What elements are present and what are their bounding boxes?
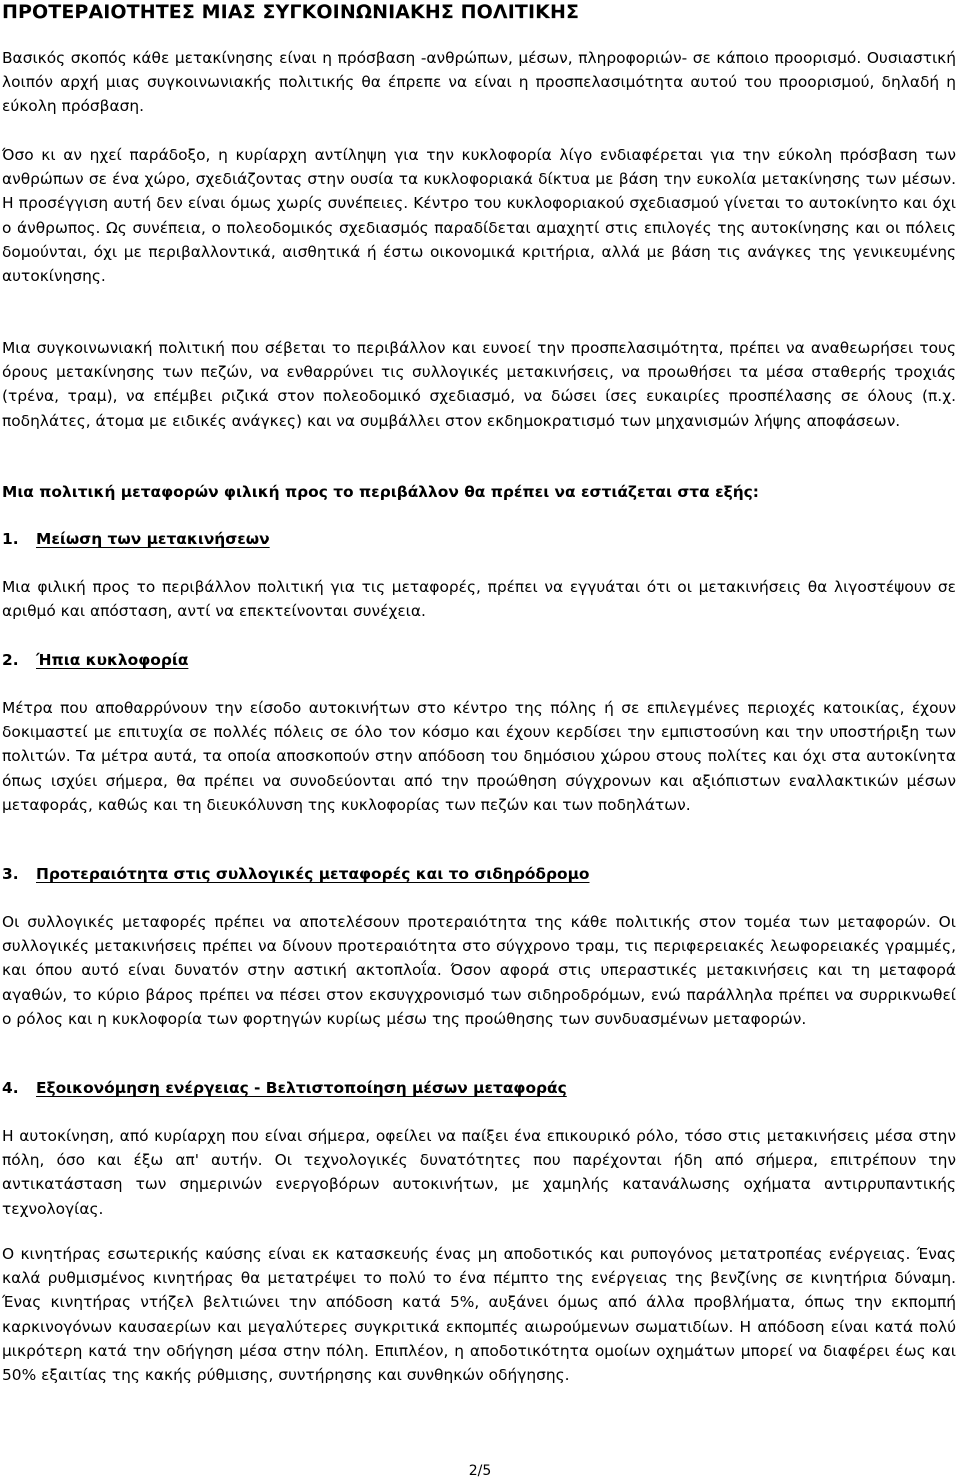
intro-paragraph-2: Όσο κι αν ηχεί παράδοξο, η κυρίαρχη αντίληψη για την κυκλοφορία λίγο ενδιαφέρεται για την εύκολη πρόσβαση των ανθρώπων σε ένα χώρο, σχεδιάζοντας στην ουσία τα κυκλοφοριακά δίκτυα με βάση την ευκολία μετακίνησης των μέσων. Η προσέγγιση αυτή δεν είναι όμως χωρίς συνέπειες. Κέντρο του κυκλοφοριακού σχεδιασμού γίνεται το αυτοκίνητο και όχι ο άνθρωπος. Ως συνέπεια, ο πολεοδομικός σχεδιασμός παραδίδεται αμαχητί στις επιλογές της αυτοκίνησης και οι πόλεις δομούνται, όχι με περιβαλλοντικά, αισθητικά ή έστω οικονομικά κριτήρια, αλλά με βάση τις ανάγκες της γενικευμένης αυτοκίνησης. bbox=[2, 146, 956, 286]
page-number: 2/5 bbox=[468, 1463, 492, 1479]
section-1-heading bbox=[2, 527, 956, 551]
section-number: 2. bbox=[2, 651, 19, 669]
section-4-paragraph-2: Ο κινητήρας εσωτερικής καύσης είναι εκ κατασκευής ένας μη αποδοτικός και ρυπογόνος μετατροπέας ενέργειας. Ένας καλά ρυθμισμένος κινητήρας θα μετατρέψει το πολύ το ένα πέμπτο της ενέργειας της βενζίνης σε κινητήρια δύναμη. Ένας κινητήρας ντήζελ βελτιώνει την απόδοση κατά 5%, αυξάνει όμως από άλλα προβλήματα, όπως την εκπομπή καρκινογόνων καυσαερίων και μεγαλύτερες συγκριτικά εκπομπές αιωρούμενων σωματιδίων. Η απόδοση είναι κατά πολύ μικρότερη κατά την οδήγηση μέσα στην πόλη. Επιπλέον, η αποδοτικότητα ομοίων οχημάτων μπορεί να διαφέρει έως και 50% εξαιτίας της κακής ρύθμισης, συντήρησης και συνθηκών οδήγησης. bbox=[2, 1245, 956, 1385]
section-1-paragraph: Μια φιλική προς το περιβάλλον πολιτική για τις μεταφορές, πρέπει να εγγυάται ότι οι μετακινήσεις θα λιγοστέψουν σε αριθμό και απόσταση, αντί να επεκτείνονται συνέχεια. bbox=[2, 578, 956, 621]
section-number: 1. bbox=[2, 530, 19, 548]
section-2-heading bbox=[2, 648, 956, 672]
intro-paragraph-1: Βασικός σκοπός κάθε μετακίνησης είναι η πρόσβαση -ανθρώπων, μέσων, πληροφοριών- σε κάποιο προορισμό. Ουσιαστική λοιπόν αρχή μιας συγκοινωνιακής πολιτικής θα έπρεπε να είναι η προσπελασιμότητα αυτού του προορισμού, δηλαδή η εύκολη πρόσβαση. bbox=[2, 49, 956, 116]
section-4-paragraph-1: Η αυτοκίνηση, από κυρίαρχη που είναι σήμερα, οφείλει να παίξει ένα επικουρικό ρόλο, τόσο στις μετακινήσεις μέσα στην πόλη, όσο και έξω απ' αυτήν. Οι τεχνολογικές δυνατότητες που παρέχονται ήδη από σήμερα, επιτρέπουν την αντικατάσταση των σημερινών ενεργοβόρων αυτοκινήτων, με χαμηλής κατανάλωσης οχήματα αντιρρυπαντικής τεχνολογίας. bbox=[2, 1127, 956, 1218]
page-title: ΠΡΟΤΕΡΑΙΟΤΗΤΕΣ ΜΙΑΣ ΣΥΓΚΟΙΝΩΝΙΑΚΗΣ ΠΟΛΙΤΙΚΗΣ bbox=[2, 1, 580, 23]
section-title: Προτεραιότητα στις συλλογικές μεταφορές και το σιδηρόδρομο bbox=[36, 865, 590, 883]
section-number: 4. bbox=[2, 1079, 19, 1097]
section-title: Ήπια κυκλοφορία bbox=[36, 651, 189, 669]
section-title: Εξοικονόμηση ενέργειας - Βελτιστοποίηση μέσων μεταφοράς bbox=[36, 1079, 567, 1097]
section-3-paragraph: Οι συλλογικές μεταφορές πρέπει να αποτελέσουν προτεραιότητα της κάθε πολιτικής στον τομέα των μεταφορών. Οι συλλογικές μετακινήσεις πρέπει να δίνουν προτεραιότητα στο σύγχρονο τραμ, τις περιφερειακές λεωφορειακές γραμμές, και όπου αυτό είναι δυνατόν στην αστική ακτοπλοΐα. Όσον αφορά στις υπεραστικές μετακινήσεις και τη μεταφορά αγαθών, το κύριο βάρος πρέπει να πέσει στον εκσυγχρονισμό των σιδηροδρόμων, ενώ παράλληλα πρέπει να συρρικνωθεί ο ρόλος και η κυκλοφορία των φορτηγών κυρίως μέσω της προώθησης των συνδυασμένων μεταφορών. bbox=[2, 913, 956, 1028]
intro-paragraph-3: Μια συγκοινωνιακή πολιτική που σέβεται το περιβάλλον και ευνοεί την προσπελασιμότητα, πρέπει να αναθεωρήσει τους όρους μετακίνησης των πεζών, να ενθαρρύνει τις συλλογικές μετακινήσεις, να προωθήσει τα μέσα σταθερής τροχιάς (τρένα, τραμ), να επέμβει ριζικά στον πολεοδομικό σχεδιασμό, να δώσει ίσες ευκαιρίες προσπέλασης σε όλους (π.χ. ποδηλάτες, άτομα με ειδικές ανάγκες) και να συμβάλλει στον εκδημοκρατισμό των μηχανισμών λήψης αποφάσεων. bbox=[2, 339, 956, 430]
section-title: Μείωση των μετακινήσεων bbox=[36, 530, 270, 548]
section-3-heading bbox=[2, 862, 956, 886]
lead-heading: Μια πολιτική μεταφορών φιλική προς το περιβάλλον θα πρέπει να εστιάζεται στα εξής: bbox=[2, 483, 759, 501]
section-4-heading bbox=[2, 1076, 956, 1100]
section-2-paragraph: Μέτρα που αποθαρρύνουν την είσοδο αυτοκινήτων στο κέντρο της πόλης ή σε επιλεγμένες περιοχές κατοικίας, έχουν δοκιμαστεί με επιτυχία σε πολλές πόλεις σε όλο τον κόσμο και έχουν κερδίσει την εμπιστοσύνη και την υποστήριξη των πολιτών. Τα μέτρα αυτά, τα οποία αποσκοπούν στην απόδοση του δημόσιου χώρου στους πολίτες και όχι στα αυτοκίνητα όπως ισχύει σήμερα, θα πρέπει να συνοδεύονται από την προώθηση σύγχρονων και αξιόπιστων εναλλακτικών μέσων μεταφοράς, καθώς και τη διευκόλυνση της κυκλοφορίας των πεζών και των ποδηλάτων. bbox=[2, 699, 956, 814]
section-number: 3. bbox=[2, 865, 19, 883]
